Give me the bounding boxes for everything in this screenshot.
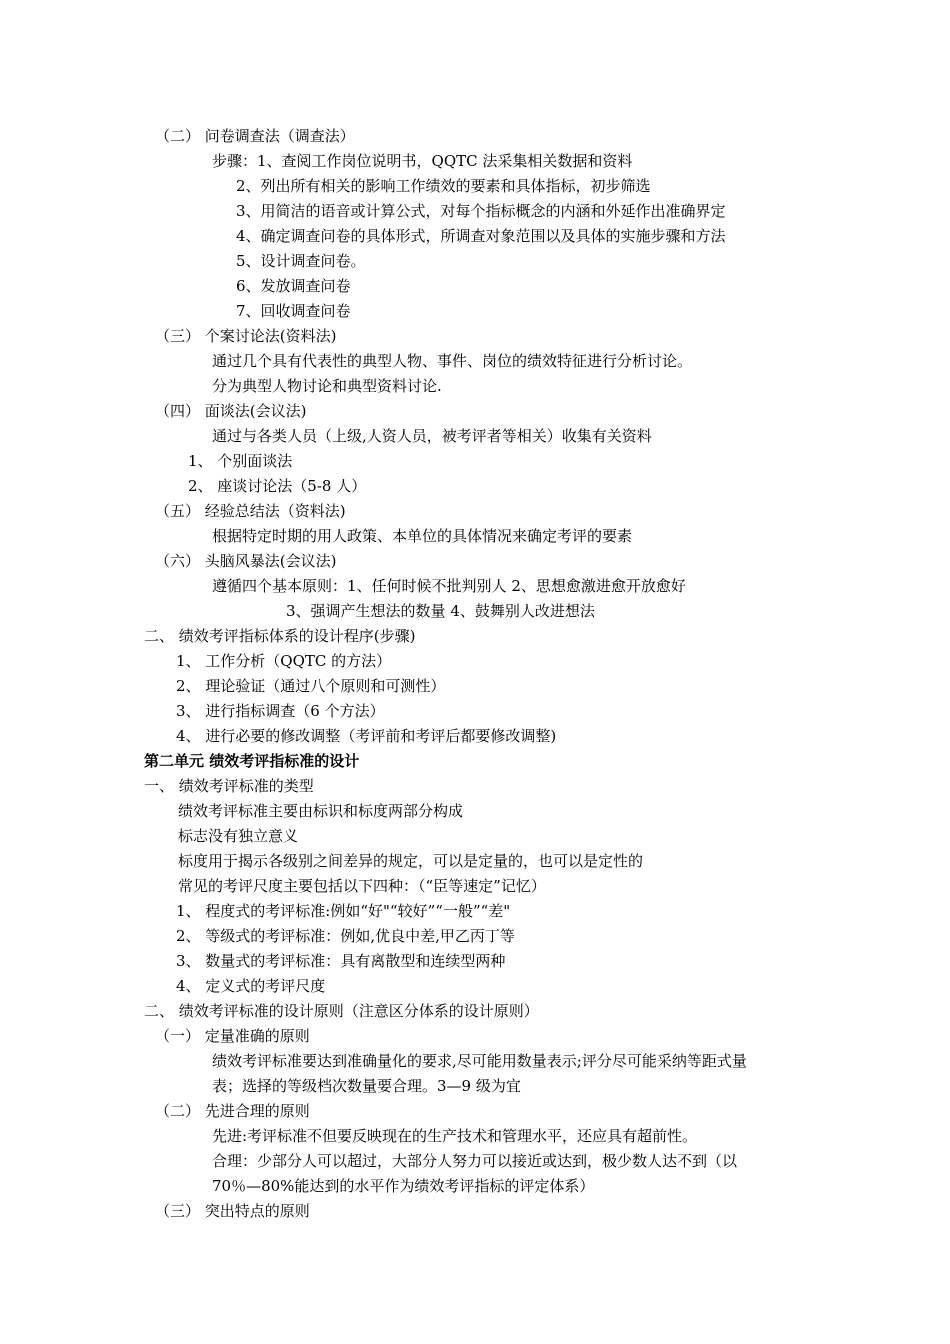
step-line: 5、设计调查问卷。 bbox=[236, 252, 366, 270]
section-heading: （六） 头脑风暴法(会议法) bbox=[155, 552, 337, 570]
list-item: 1、 个别面谈法 bbox=[188, 452, 293, 470]
step-line: 6、发放调查问卷 bbox=[236, 277, 351, 295]
section-heading: （一） 定量准确的原则 bbox=[155, 1027, 310, 1045]
body-line: 70％—80%能达到的水平作为绩效考评指标的评定体系） bbox=[212, 1177, 595, 1195]
list-item: 2、 理论验证（通过八个原则和可测性） bbox=[176, 677, 446, 695]
body-line: 表；选择的等级档次数量要合理。3—9 级为宜 bbox=[212, 1077, 521, 1095]
list-item: 1、 工作分析（QQTC 的方法） bbox=[176, 652, 392, 670]
list-item: 1、 程度式的考评标准:例如“好"“较好”“一般”“差" bbox=[176, 902, 511, 920]
list-item: 3、 数量式的考评标准：具有离散型和连续型两种 bbox=[176, 952, 506, 970]
step-line: 2、列出所有相关的影响工作绩效的要素和具体指标，初步筛选 bbox=[236, 177, 651, 195]
list-item: 2、 座谈讨论法（5-8 人） bbox=[188, 477, 367, 495]
body-line: 根据特定时期的用人政策、本单位的具体情况来确定考评的要素 bbox=[212, 527, 633, 545]
body-line: 通过与各类人员（上级,人资人员，被考评者等相关）收集有关资料 bbox=[212, 427, 652, 445]
body-line: 绩效考评标准主要由标识和标度两部分构成 bbox=[178, 802, 464, 820]
section-heading: （二） 先进合理的原则 bbox=[155, 1102, 310, 1120]
section-heading: 二、 绩效考评标准的设计原则（注意区分体系的设计原则） bbox=[144, 1002, 539, 1020]
body-line: 常见的考评尺度主要包括以下四种：（“臣等速定”记忆） bbox=[178, 877, 546, 895]
list-item: 4、 定义式的考评尺度 bbox=[176, 977, 326, 995]
section-heading: 一、 绩效考评标准的类型 bbox=[144, 777, 314, 795]
body-line: 合理：少部分人可以超过，大部分人努力可以接近或达到，极少数人达不到（以 bbox=[212, 1152, 738, 1170]
step-line: 3、用简洁的语音或计算公式，对每个指标概念的内涵和外延作出准确界定 bbox=[236, 202, 726, 220]
body-line: 遵循四个基本原则：1、任何时候不批判别人 2、思想愈激进愈开放愈好 bbox=[212, 577, 686, 595]
body-line: 绩效考评标准要达到准确量化的要求,尽可能用数量表示;评分尽可能采纳等距式量 bbox=[212, 1052, 747, 1070]
body-line: 标度用于揭示各级别之间差异的规定，可以是定量的，也可以是定性的 bbox=[178, 852, 644, 870]
step-line: 7、回收调查问卷 bbox=[236, 302, 351, 320]
section-heading: 二、 绩效考评指标体系的设计程序(步骤) bbox=[144, 627, 416, 645]
list-item: 4、 进行必要的修改调整（考评前和考评后都要修改调整) bbox=[176, 727, 557, 745]
body-line: 3、强调产生想法的数量 4、鼓舞别人改进想法 bbox=[286, 602, 595, 620]
list-item: 2、 等级式的考评标准：例如,优良中差,甲乙丙丁等 bbox=[176, 927, 515, 945]
body-line: 通过几个具有代表性的典型人物、事件、岗位的绩效特征进行分析讨论。 bbox=[212, 352, 693, 370]
step-line: 步骤：1、查阅工作岗位说明书，QQTC 法采集相关数据和资料 bbox=[212, 152, 633, 170]
body-line: 先进:考评标准不但要反映现在的生产技术和管理水平，还应具有超前性。 bbox=[212, 1127, 698, 1145]
section-heading: （三） 突出特点的原则 bbox=[155, 1202, 310, 1220]
section-heading: （四） 面谈法(会议法) bbox=[155, 402, 307, 420]
section-heading: （三） 个案讨论法(资料法) bbox=[155, 327, 337, 345]
body-line: 分为典型人物讨论和典型资料讨论. bbox=[212, 377, 442, 395]
section-heading: （二） 问卷调查法（调查法） bbox=[155, 127, 355, 145]
unit-heading: 第二单元 绩效考评指标准的设计 bbox=[144, 752, 360, 770]
section-heading: （五） 经验总结法（资料法) bbox=[155, 502, 346, 520]
body-line: 标志没有独立意义 bbox=[178, 827, 299, 845]
list-item: 3、 进行指标调查（6 个方法） bbox=[176, 702, 385, 720]
step-line: 4、确定调查问卷的具体形式，所调查对象范围以及具体的实施步骤和方法 bbox=[236, 227, 726, 245]
